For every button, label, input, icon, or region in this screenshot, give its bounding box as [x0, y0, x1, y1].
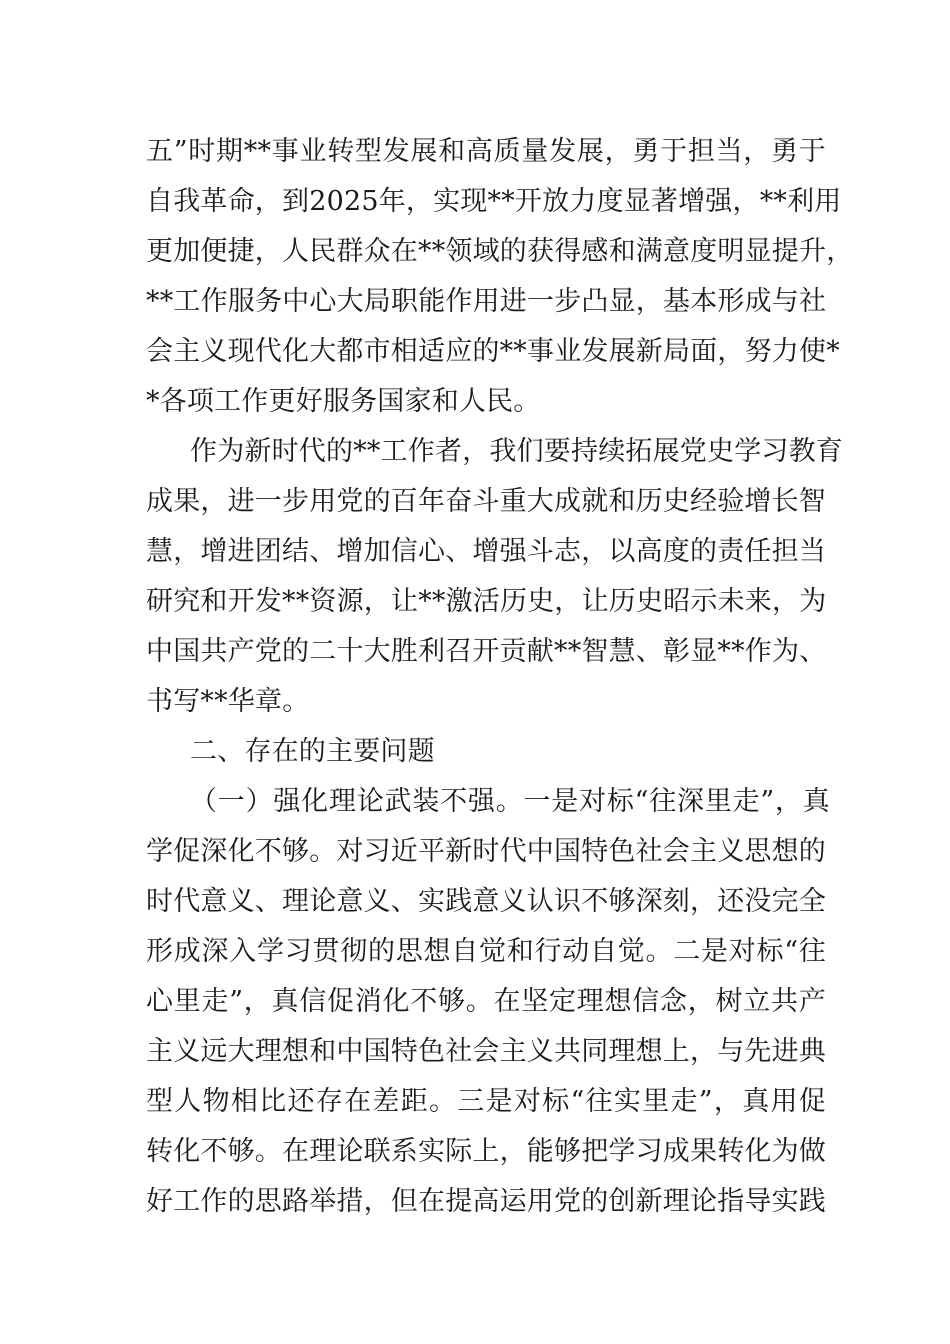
paragraph-2-line-2: 成果，进一步用党的百年奋斗重大成就和历史经验增长智 — [146, 486, 826, 517]
paragraph-3-line-5: 心里走”，真信促消化不够。在坚定理想信念，树立共产 — [146, 986, 826, 1017]
paragraph-1-line-1: 五”时期**事业转型发展和高质量发展，勇于担当，勇于 — [146, 136, 826, 167]
paragraph-1-line-6: *各项工作更好服务国家和人民。 — [146, 386, 541, 417]
paragraph-2-line-6: 书写**华章。 — [146, 686, 310, 717]
paragraph-3-line-9: 好工作的思路举措，但在提高运用党的创新理论指导实践 — [146, 1186, 826, 1217]
paragraph-2-line-1: 作为新时代的**工作者，我们要持续拓展党史学习教育 — [190, 436, 843, 467]
paragraph-3-line-8: 转化不够。在理论联系实际上，能够把学习成果转化为做 — [146, 1136, 826, 1167]
paragraph-1-line-5: 会主义现代化大都市相适应的**事业发展新局面，努力使* — [146, 336, 840, 367]
paragraph-2-line-4: 研究和开发**资源，让**激活历史，让历史昭示未来，为 — [146, 586, 827, 617]
paragraph-2-line-3: 慧，增进团结、增加信心、增强斗志，以高度的责任担当 — [146, 536, 826, 567]
paragraph-1-line-3: 更加便捷，人民群众在**领域的获得感和满意度明显提升， — [146, 236, 854, 267]
paragraph-3-line-3: 时代意义、理论意义、实践意义认识不够深刻，还没完全 — [146, 886, 826, 917]
paragraph-3-line-6: 主义远大理想和中国特色社会主义共同理想上，与先进典 — [146, 1036, 826, 1067]
paragraph-1-line-2: 自我革命，到2025年，实现**开放力度显著增强，**利用 — [146, 186, 842, 217]
paragraph-3-line-2: 学促深化不够。对习近平新时代中国特色社会主义思想的 — [146, 836, 826, 867]
paragraph-1-line-4: **工作服务中心大局职能作用进一步凸显，基本形成与社 — [146, 286, 827, 317]
paragraph-3-line-7: 型人物相比还存在差距。三是对标“往实里走”，真用促 — [146, 1086, 826, 1117]
paragraph-2-line-5: 中国共产党的二十大胜利召开贡献**智慧、彰显**作为、 — [146, 636, 827, 667]
paragraph-3-line-4: 形成深入学习贯彻的思想自觉和行动自觉。二是对标“往 — [146, 936, 826, 967]
section-heading: 二、存在的主要问题 — [190, 736, 435, 767]
paragraph-3-line-1: （一）强化理论武装不强。一是对标“往深里走”，真 — [190, 786, 830, 817]
